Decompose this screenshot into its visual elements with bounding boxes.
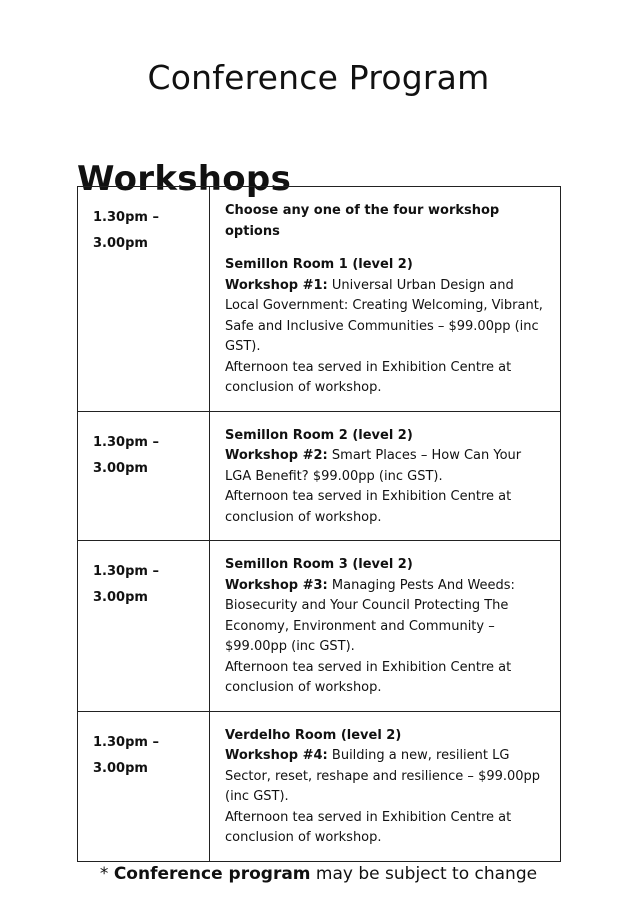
- workshop-intro: Choose any one of the four workshop options: [225, 203, 500, 239]
- room-name: Verdelho Room (level 2): [225, 727, 402, 743]
- time-cell: [78, 541, 210, 712]
- workshops-table: [77, 186, 561, 862]
- room-name: Semillon Room 3 (level 2): [225, 557, 413, 572]
- footer-suffix: may be subject to change: [310, 864, 538, 884]
- time-cell: [78, 711, 210, 861]
- workshop-description: Smart Places – How Can Your LGA Benefit? $99.00pp (inc GST).: [225, 448, 522, 484]
- room-name: Semillon Room 1 (level 2): [225, 257, 413, 272]
- disclaimer-footer: [0, 864, 637, 884]
- workshop-note: Afternoon tea served in Exhibition Centre at conclusion of workshop.: [225, 809, 512, 845]
- time-end: 3.00pm: [93, 460, 148, 476]
- time-cell: [78, 411, 210, 541]
- workshop-description: Building a new, resilient LG Sector, reset, reshape and resilience – $99.00pp (inc GST).: [225, 748, 541, 804]
- time-start: 1.30pm –: [93, 434, 159, 450]
- table-row: [78, 541, 561, 712]
- workshop-label: Workshop #1:: [225, 277, 328, 293]
- time-end: 3.00pm: [93, 760, 148, 776]
- workshop-label: Workshop #2:: [225, 448, 328, 463]
- workshop-detail-cell: [210, 187, 561, 412]
- page-title: Conference Program: [147, 58, 490, 98]
- room-name: Semillon Room 2 (level 2): [225, 427, 413, 443]
- section-heading-workshops: Workshops: [77, 159, 292, 200]
- footer-bold-text: Conference program: [113, 864, 311, 884]
- footer-prefix: *: [99, 864, 114, 884]
- workshop-description: Universal Urban Design and Local Government: Creating Welcoming, Vibrant, Safe and Inclusive Communities – $99.00pp (inc GST).: [225, 277, 543, 354]
- time-end: 3.00pm: [93, 590, 148, 605]
- workshop-note: Afternoon tea served in Exhibition Centre at conclusion of workshop.: [225, 359, 512, 395]
- workshop-label: Workshop #4:: [225, 748, 328, 763]
- workshop-detail-cell: [210, 711, 561, 861]
- table-row: [78, 411, 561, 541]
- time-start: 1.30pm –: [93, 564, 159, 579]
- workshop-note: Afternoon tea served in Exhibition Centre at conclusion of workshop.: [225, 659, 512, 695]
- table-row: [78, 187, 561, 412]
- workshop-detail-cell: [210, 541, 561, 712]
- time-start: 1.30pm –: [93, 210, 159, 225]
- workshop-note: Afternoon tea served in Exhibition Centre at conclusion of workshop.: [225, 489, 512, 525]
- time-start: 1.30pm –: [93, 734, 159, 750]
- workshop-description: Managing Pests And Weeds: Biosecurity and Your Council Protecting The Economy, Environment and Community – $99.00pp (inc GST).: [225, 577, 515, 654]
- workshop-label: Workshop #3:: [225, 577, 328, 593]
- time-end: 3.00pm: [93, 236, 148, 251]
- time-cell: [78, 187, 210, 412]
- table-row: [78, 711, 561, 861]
- workshop-detail-cell: [210, 411, 561, 541]
